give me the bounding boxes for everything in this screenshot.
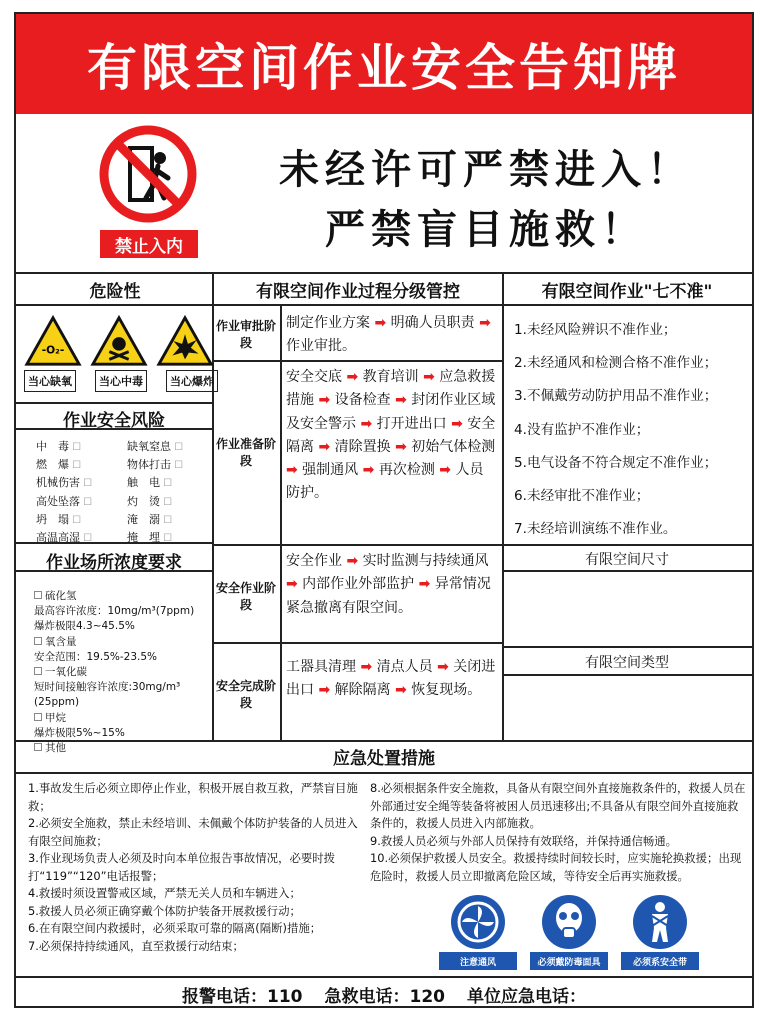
conc-line: 短时间接触容许浓度:30mg/m³ [34,681,181,694]
header-process: 有限空间作业过程分级管控 [214,274,502,306]
risk-item: 缺氧窒息 ☐ [127,438,212,456]
stage-prep-text: 安全交底 ➡ 教育培训 ➡ 应急救援措施 ➡ 设备检查 ➡ 封闭作业区域及安全警示 ➡ 打开进出口 ➡ 安全隔离 ➡ 清除置换 ➡ 初始气体检测 ➡ 强制通风 ➡ 再次检测 ➡ 人员防护。 [286,369,496,502]
police-phone: 报警电话：110 [182,986,303,1007]
conc-line: 爆炸极限5%~15% [34,726,125,739]
emergency-item: 3.作业现场负责人必须及时向本单位报告事故情况，必要时拨打“119”“120”电话报警； [28,851,336,883]
conc-line: 其他 [45,742,66,755]
divider [16,402,212,404]
divider [212,642,502,644]
conc-line: 安全范围：19.5%-23.5% [34,650,158,663]
no-entry-icon [98,124,198,224]
divider [502,646,752,648]
rule-item: 3.不佩戴劳动防护用品不准作业； [514,388,718,405]
stage-finish-name: 安全完成阶段 [215,679,276,710]
emergency-item: 6.在有限空间内救援时，必须采取可靠的隔离(隔断)措施； [28,921,322,935]
conc-line: 一氧化碳 [45,666,87,679]
stage-prep-name: 作业准备阶段 [215,437,276,468]
rule-item: 1.未经风险辨识不准作业； [514,322,677,338]
risk-item: 掩 埋 ☐ [127,529,212,547]
risk-item: 高处坠落 ☐ [36,493,121,511]
fan-icon [450,894,506,950]
risk-item: 机械伤害 ☐ [36,474,121,492]
seven-rules [514,314,754,546]
divider [212,360,502,362]
space-size-label: 有限空间尺寸 [585,552,669,568]
mandatory-signs [438,894,700,970]
risk-item: 燃 爆 ☐ [36,456,121,474]
hazard-labels [24,370,218,392]
poison-warning-icon [90,314,148,368]
stage-work-text: 安全作业 ➡ 实时监测与持续通风 ➡ 内部作业外部监护 ➡ 异常情况紧急撤离有限空间。 [286,553,491,616]
risk-item: 淹 溺 ☐ [127,511,212,529]
safety-belt-icon [632,894,688,950]
conc-line: 爆炸极限4.3~45.5% [34,620,135,633]
svg-text:-O₂-: -O₂- [41,343,65,357]
top-warning-area [16,114,752,274]
risk-item: 物体打击 ☐ [127,456,212,474]
stage-approval-name: 作业审批阶段 [215,319,276,350]
conc-line: 硫化氢 [45,590,77,602]
safety-belt-label: 必须系安全带 [621,952,699,970]
risk-item: 灼 烫 ☐ [127,493,212,511]
warning-line-1: 未经许可严禁进入！ [279,147,693,193]
hazard-label: 当心中毒 [95,370,147,392]
header-seven: 有限空间作业"七不准" [502,274,752,306]
stage-approval-text: 制定作业方案 ➡ 明确人员职责 ➡ 作业审批。 [286,315,491,355]
risk-item: 中 毒 ☐ [36,438,121,456]
emergency-item: 1.事故发生后必须立即停止作业，积极开展自救互救，严禁盲目施救； [28,781,358,813]
conc-line: 甲烷 [45,711,66,724]
explosion-warning-icon [156,314,214,368]
risk-item: 触 电 ☐ [127,474,212,492]
stage-finish-text: 工器具清理 ➡ 清点人员 ➡ 关闭进出口 ➡ 解除隔离 ➡ 恢复现场。 [286,659,496,699]
hazard-label: 当心缺氧 [24,370,76,392]
concentration-list [34,589,214,756]
rule-item: 2.未经通风和检测合格不准作业； [514,355,718,372]
warning-line-2: 严禁盲目施救！ [325,207,647,253]
oxygen-warning-icon [24,314,82,368]
header-hazard: 危险性 [16,274,214,306]
space-type-label: 有限空间类型 [585,655,669,671]
divider [502,674,752,676]
no-entry-label: 禁止入内 [100,230,198,258]
gas-mask-icon [541,894,597,950]
emergency-item: 8.必须根据条件安全施救，具备从有限空间外直接施救条件的，救援人员在外部通过安全绳等装备将被困人员迅速移出;不具备从有限空间外直接施救条件的，救援人员进入内部施救。 [370,781,746,830]
risk-item: 高温高湿 ☐ [36,529,121,547]
emergency-item: 5.救援人员必须正确穿戴个体防护装备开展救援行动； [28,903,301,918]
rule-item: 7.未经培训演练不准作业。 [514,521,677,538]
risk-list [36,438,212,547]
emergency-item: 4.救援时须设置警戒区域，严禁无关人员和车辆进入； [28,886,301,900]
ventilation-sign [438,894,518,970]
emergency-item: 2.必须安全施救，禁止未经培训、未佩戴个体防护装备的人员进入有限空间施救； [28,816,358,848]
risk-title: 作业安全风险 [63,411,165,431]
gas-mask-label: 必须戴防毒面具 [530,952,608,970]
rule-item: 6.未经审批不准作业； [514,488,650,505]
divider [212,544,502,546]
board-title: 有限空间作业安全告知牌 [16,14,752,114]
rule-item: 5.电气设备不符合规定不准作业； [514,454,718,471]
divider [16,976,752,978]
hazard-signs [24,314,214,374]
emergency-right-list [370,780,748,885]
rule-item: 4.没有监护不准作业； [514,421,650,438]
emergency-item: 9.救援人员必须与外部人员保持有效联络，并保持通信畅通。 [370,833,678,848]
conc-line: 氧含量 [45,635,77,648]
emergency-item: 7.必须保持持续通风，直至救援行动结束； [28,938,244,953]
conc-line: 最高容许浓度：10mg/m³(7ppm) [34,605,195,618]
divider [16,772,752,774]
emergency-item: 10.必须保护救援人员安全。救援持续时间较长时，应实施轮换救援；出现危险时，救援人员立即撤离危险区域，等待安全后再实施救援。 [370,851,742,883]
unit-phone: 单位应急电话： [467,986,586,1007]
ventilation-label: 注意通风 [439,952,517,970]
conc-line: (25ppm) [34,696,80,709]
risk-item: 坍 塌 ☐ [36,511,121,529]
concentration-title: 作业场所浓度要求 [46,553,182,573]
safety-belt-sign [620,894,700,970]
emergency-left-list [28,780,358,955]
divider [502,570,752,572]
gas-mask-sign [529,894,609,970]
divider [280,306,282,740]
safety-board [14,12,754,1008]
ambulance-phone: 急救电话：120 [324,986,445,1007]
hazard-label: 当心爆炸 [166,370,218,392]
phone-bar [16,980,752,1008]
emergency-title: 应急处置措施 [333,748,435,769]
stage-work-name: 安全作业阶段 [215,581,276,612]
